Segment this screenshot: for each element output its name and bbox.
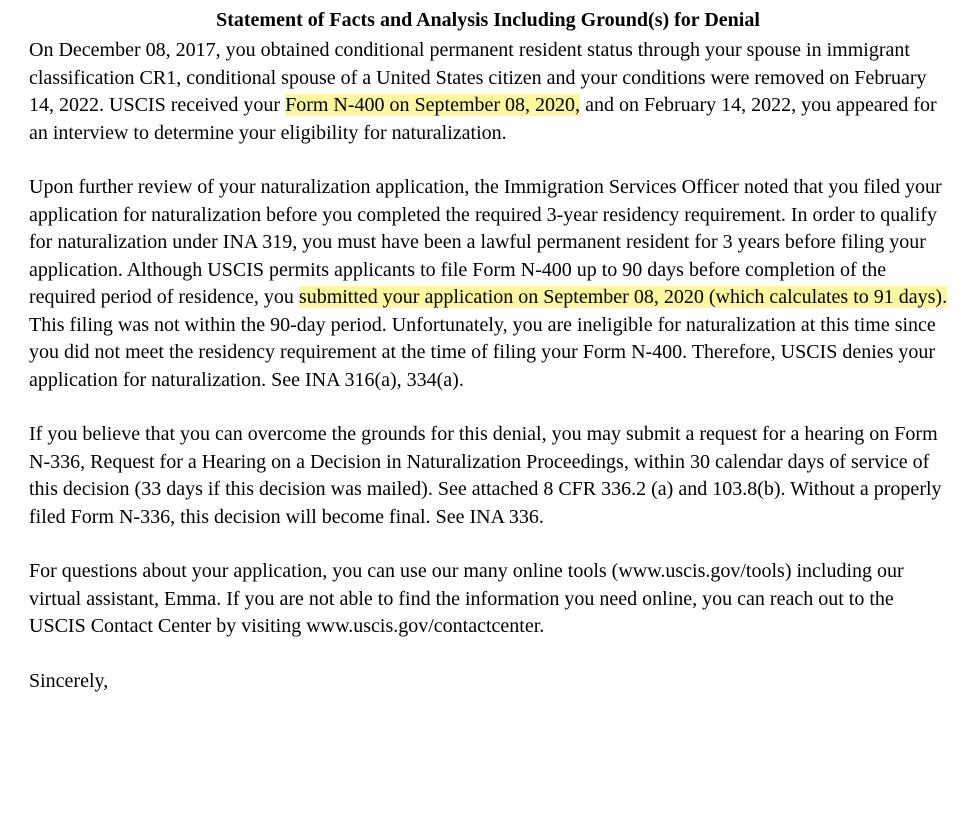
paragraph-status-history — [29, 37, 955, 147]
statement-heading: Statement of Facts and Analysis Including Ground(s) for Denial — [216, 9, 760, 31]
paragraph-contact-info: For questions about your application, you can use our many online tools (www.uscis.gov/tools) including our virtual assistant, Emma. If you are not able to find the information you need online, you can reach out to the USCIS Contact Center by visiting www.uscis.gov/contactcenter. — [29, 560, 904, 637]
paragraph-status-history-text: On December 08, 2017, you obtained conditional permanent resident status through your spouse in immigrant classification CR1, conditional spouse of a United States citizen and your conditions were removed on February 14, 2022. USCIS received your — [29, 39, 927, 116]
paragraph-hearing-request: If you believe that you can overcome the grounds for this denial, you may submit a request for a hearing on Form N-336, Request for a Hearing on a Decision in Naturalization Proceedings, within 30 calendar days of service of this decision (33 days if this decision was mailed). See attached 8 CFR 336.2 (a) and 103.8(b). Without a properly filed Form N-336, this decision will become final. See INA 336. — [29, 423, 942, 528]
closing-signoff: Sincerely, — [29, 669, 109, 692]
paragraph-residency-analysis-text-end: This filing was not within the 90-day period. Unfortunately, you are ineligible for naturalization at this time since you did not meet the residency requirement at the time of filing your Form N-400. Therefore, USCIS denies your application for naturalization. See INA 316(a), 334(a). — [29, 313, 936, 391]
paragraph-residency-analysis — [29, 174, 955, 394]
paragraph-residency-analysis-text: Upon further review of your naturalization application, the Immigration Services Officer noted that you filed your application for naturalization before you completed the required 3-year residency requirement. In order to qualify for naturalization under INA 319, you must have been a lawful permanent resident for 3 years before filing your application. Although USCIS permits applicants to file Form N-400 up to 90 days before completion of the required period of residence, you — [29, 176, 942, 308]
highlight-submission-date: submitted your application on September 08, 2020 (which calculates to 91 days). — [298, 286, 948, 308]
highlight-form-n400-date: Form N-400 on September 08, 2020, — [285, 94, 581, 116]
paragraph-status-history-text-end: and on February 14, 2022, you appeared for an interview to determine your eligibility for naturalization. — [29, 94, 937, 144]
